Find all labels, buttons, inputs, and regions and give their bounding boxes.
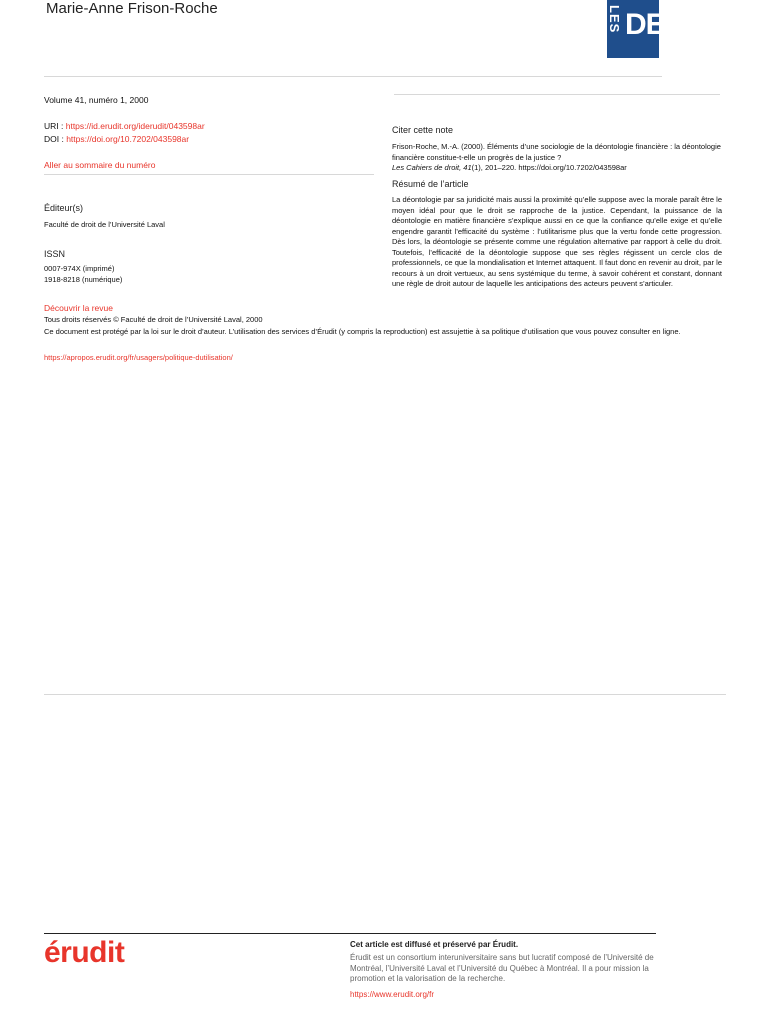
footer-link[interactable]: https://www.erudit.org/fr <box>350 990 435 999</box>
volume-info: Volume 41, numéro 1, 2000 <box>44 95 149 105</box>
journal-logo <box>607 0 665 58</box>
sommaire-link[interactable]: Aller au sommaire du numéro <box>44 160 156 170</box>
logo-vertical-text: LES <box>607 5 622 34</box>
citer-label: Citer cette note <box>392 125 454 135</box>
abstract-text: La déontologie par sa juridicité mais aussi la proximité qu’elle suppose avec la morale paraît être le moyen idéal pour que le droit se rapproche de la justice. Cependant, la puissance de la déontologie en matière financière s’explique aussi en ce que la confiance qu’elle exige et qu’elle engendre garantit l’efficacité du système : l’utilitarisme plus que la vertu fonde cette progression. Dès lors, la déontologie se présente comme une régulation alternative par rapport à celle du droit. Toutefois, l’efficacité de la déontologie suppose que ses règles régissent un cercle clos de professionnels, ce que la mondialisation et Internet attaquent. Il faut donc en revenir au droit, par le recours à un droit vertueux, au sens systémique du terme, à savoir cohérent et constant, donnant une règle de droit autour de laquelle les anticipations des acteurs peuvent s’articuler. <box>392 195 722 288</box>
citation-rest: (1), 201–220. https://doi.org/10.7202/043598ar <box>471 163 627 172</box>
decouvrir-link[interactable]: Découvrir la revue <box>44 303 113 313</box>
citation-text: Frison-Roche, M.-A. (2000). Éléments d’une sociologie de la déontologie financière : la déontologie financière constitue-t-elle un progrès de la justice ? <box>392 142 721 162</box>
author-name: Marie-Anne Frison-Roche <box>46 0 218 17</box>
footer-title: Cet article est diffusé et préservé par Érudit. <box>350 940 519 949</box>
uri-label: URI : <box>44 121 66 131</box>
page-divider <box>44 694 726 695</box>
left-divider <box>44 174 374 175</box>
footer-description: Érudit est un consortium interuniversitaire sans but lucratif composé de l’Université de Montréal, l’Université Laval et l’Université du Québec à Montréal. Il a pour mission la promotion et la valorisation de la recherche. <box>350 953 654 983</box>
doi-line <box>44 133 189 145</box>
doi-link[interactable]: https://doi.org/10.7202/043598ar <box>66 134 190 144</box>
policy-link[interactable]: https://apropos.erudit.org/fr/usagers/politique-dutilisation/ <box>44 353 233 362</box>
citation-journal: Les Cahiers de droit, 41 <box>392 163 472 172</box>
doi-label: DOI : <box>44 134 67 144</box>
editeur-label: Éditeur(s) <box>44 203 84 213</box>
rights-reserved: Tous droits réservés © Faculté de droit de l’Université Laval, 2000 <box>44 315 263 324</box>
uri-line <box>44 120 205 132</box>
resume-label: Résumé de l’article <box>392 179 469 189</box>
editeur-value: Faculté de droit de l’Université Laval <box>44 220 165 229</box>
citation <box>392 142 722 174</box>
issn-label: ISSN <box>44 249 66 259</box>
issn-online: 1918-8218 (numérique) <box>44 275 123 284</box>
issn-print: 0007-974X (imprimé) <box>44 264 115 273</box>
copyright-notice: Ce document est protégé par la loi sur le droit d’auteur. L’utilisation des services d’Érudit (y compris la reproduction) est assujettie à sa politique d’utilisation que vous pouvez consulter en ligne. <box>44 327 681 336</box>
erudit-logo[interactable]: érudit <box>44 936 125 969</box>
footer-divider <box>44 933 656 934</box>
logo-main-text: DE <box>625 8 665 41</box>
header-divider-left <box>44 76 662 77</box>
uri-link[interactable]: https://id.erudit.org/iderudit/043598ar <box>65 121 205 131</box>
header-divider-right <box>394 94 720 95</box>
